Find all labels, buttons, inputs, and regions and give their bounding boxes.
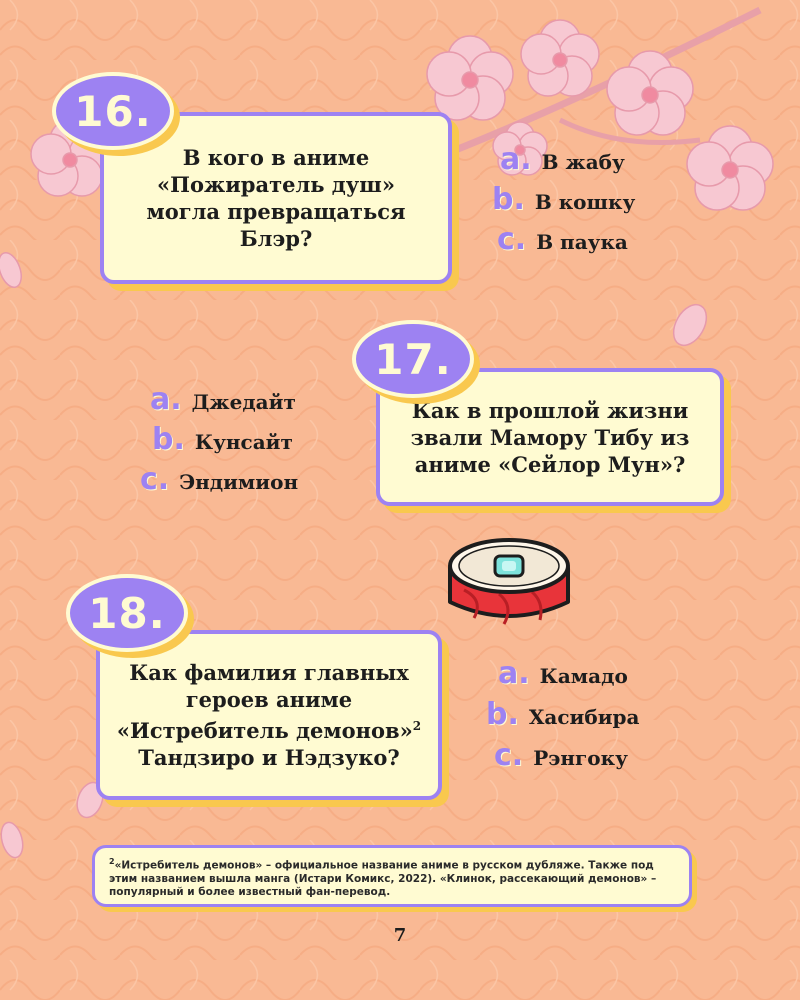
question-line: героев аниме: [185, 687, 353, 712]
question-line: «Истребитель демонов»: [116, 718, 413, 743]
question-number: 18.: [88, 588, 166, 638]
question-line: звали Мамору Тибу из: [410, 424, 690, 450]
footnote-number: 2: [109, 857, 115, 866]
answer-option-18a[interactable]: [498, 656, 628, 691]
answer-option-18b[interactable]: [486, 697, 639, 732]
question-line: В кого в аниме: [182, 145, 370, 170]
sushi-roll-icon: [444, 530, 574, 630]
option-text: Кунсайт: [194, 430, 293, 454]
option-letter: c.: [497, 222, 527, 257]
question-line: аниме «Сейлор Мун»?: [414, 451, 686, 477]
question-line: Как фамилия главных: [129, 660, 409, 685]
answer-option-17a[interactable]: [150, 382, 296, 417]
option-text: Хасибира: [528, 705, 640, 729]
option-letter: a.: [150, 382, 182, 417]
question-line: Блэр?: [239, 226, 313, 251]
question-number: 17.: [374, 334, 452, 384]
question-card-18: [96, 630, 442, 800]
option-text: Джедайт: [191, 390, 296, 414]
option-letter: b.: [492, 182, 525, 217]
footnote-marker: 2: [412, 719, 422, 733]
footnote-box: [92, 845, 692, 907]
option-letter: b.: [486, 697, 519, 732]
option-letter: b.: [152, 422, 185, 457]
footnote-text: «Истребитель демонов» – официальное название аниме в русском дубляже. Также под этим названием вышла манга (Истари Комикс, 2022). «Клинок, рассекающий демонов» – популярный и более известный фан-перевод.: [109, 859, 657, 898]
answer-option-17c[interactable]: [140, 462, 298, 497]
option-text: В жабу: [541, 150, 625, 174]
option-text: Рэнгоку: [533, 746, 628, 770]
answer-option-16c[interactable]: [497, 222, 628, 257]
answer-option-16b[interactable]: [492, 182, 635, 217]
option-text: В паука: [536, 230, 628, 254]
option-text: Камадо: [539, 664, 628, 688]
question-line: Тандзиро и Нэдзуко?: [138, 745, 400, 770]
answer-option-16a[interactable]: [500, 142, 625, 177]
option-letter: c.: [494, 738, 524, 773]
question-number-badge-18: [66, 574, 188, 652]
question-line-with-footnote: [117, 713, 421, 744]
question-line: могла превращаться: [146, 199, 406, 224]
option-letter: c.: [140, 462, 170, 497]
option-letter: a.: [500, 142, 532, 177]
option-letter: a.: [498, 656, 530, 691]
question-number: 16.: [74, 86, 152, 136]
question-number-badge-17: [352, 320, 474, 398]
option-text: Эндимион: [179, 470, 299, 494]
answer-option-18c[interactable]: [494, 738, 628, 773]
page-number: 7: [393, 925, 407, 946]
question-line: Как в прошлой жизни: [411, 397, 689, 423]
question-line: «Пожиратель душ»: [157, 172, 395, 197]
question-number-badge-16: [52, 72, 174, 150]
answer-option-17b[interactable]: [152, 422, 293, 457]
option-text: В кошку: [534, 190, 636, 214]
